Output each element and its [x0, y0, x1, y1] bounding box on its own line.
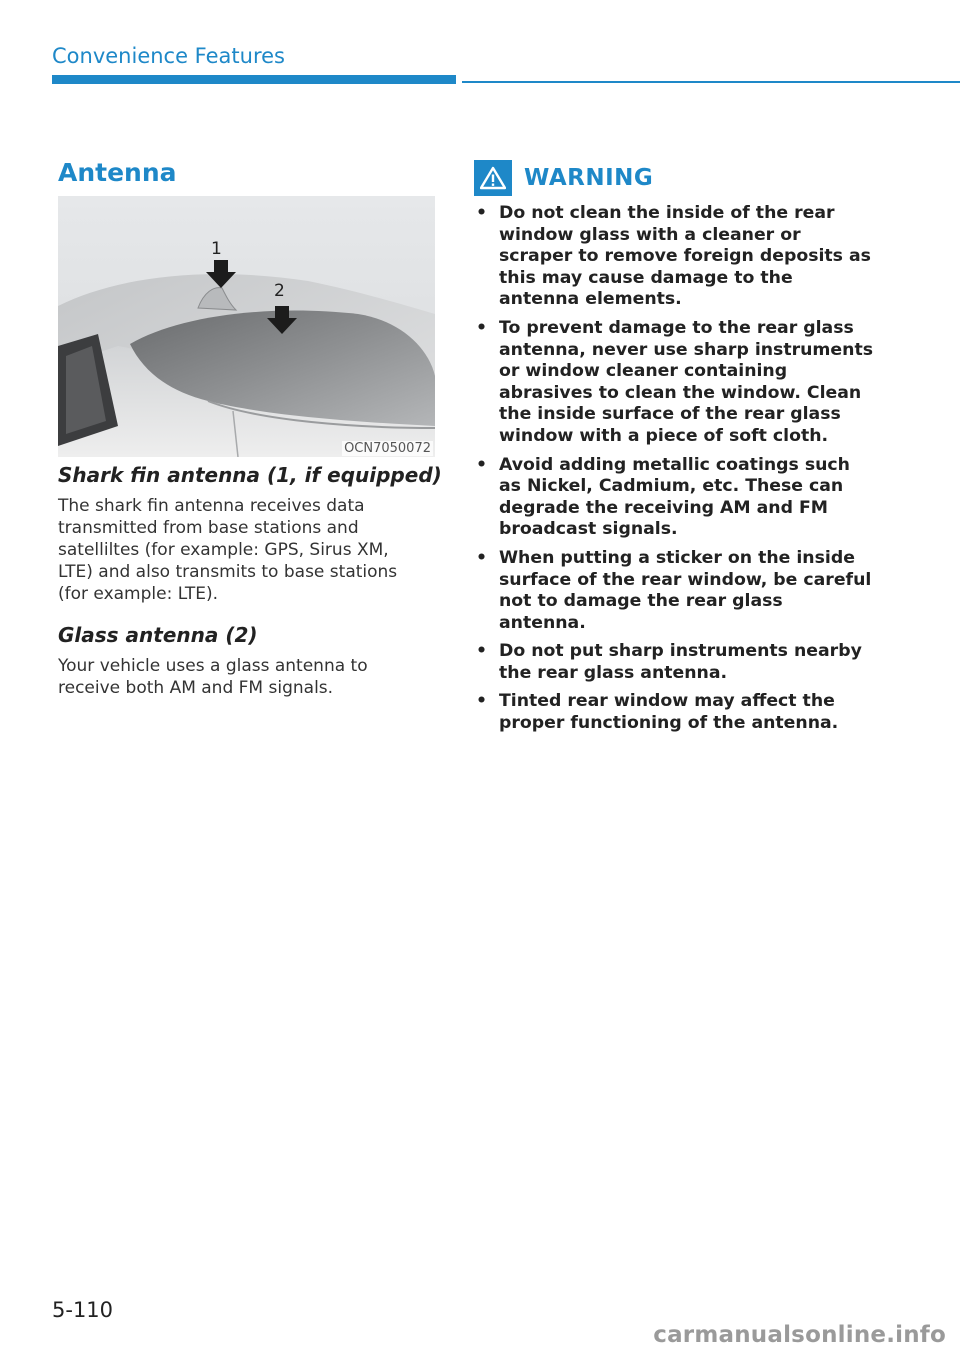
- page-number: 5-110: [52, 1298, 114, 1322]
- warning-item: • When putting a sticker on the inside surface of the rear window, be careful not to damage the rear glass antenna.: [476, 547, 872, 633]
- antenna-figure: [58, 196, 435, 457]
- car-roof-illustration: [58, 196, 435, 457]
- glass-antenna-body: Your vehicle uses a glass antenna to receive both AM and FM signals.: [58, 656, 368, 698]
- callout-1: 1: [211, 239, 222, 259]
- warning-label: WARNING: [524, 165, 654, 191]
- header-rule-thin: [462, 81, 960, 83]
- shark-fin-title: Shark fin antenna (1, if equipped): [58, 463, 442, 487]
- callout-2: 2: [274, 281, 285, 301]
- warning-item: • Do not clean the inside of the rear window glass with a cleaner or scraper to remove foreign deposits as this may cause damage to the antenna elements.: [476, 203, 871, 310]
- warning-header: [474, 160, 653, 196]
- figure-code: OCN7050072: [344, 441, 431, 456]
- section-title: Antenna: [58, 158, 177, 187]
- warning-list: [474, 203, 874, 742]
- warning-item: • To prevent damage to the rear glass antenna, never use sharp instruments or window cleaner containing abrasives to clean the window. Clean the inside surface of the rear glass window with a piece of soft cloth.: [476, 317, 874, 446]
- warning-item: • Do not put sharp instruments nearby the rear glass antenna.: [476, 641, 862, 683]
- running-header: Convenience Features: [52, 44, 285, 68]
- warning-triangle-icon: [480, 166, 506, 190]
- warning-item: • Avoid adding metallic coatings such as Nickel, Cadmium, etc. These can degrade the receiving AM and FM broadcast signals.: [476, 454, 850, 540]
- watermark: carmanualsonline.info: [653, 1322, 946, 1348]
- header-rule-thick: [52, 75, 456, 84]
- warning-item: • Tinted rear window may affect the proper functioning of the antenna.: [476, 691, 839, 734]
- glass-antenna-title: Glass antenna (2): [58, 623, 258, 647]
- warning-icon-box: [474, 160, 512, 196]
- shark-fin-body: The shark fin antenna receives data transmitted from base stations and satelliltes (for example: GPS, Sirus XM, LTE) and also transmits to base stations (for example: LTE).: [58, 496, 398, 604]
